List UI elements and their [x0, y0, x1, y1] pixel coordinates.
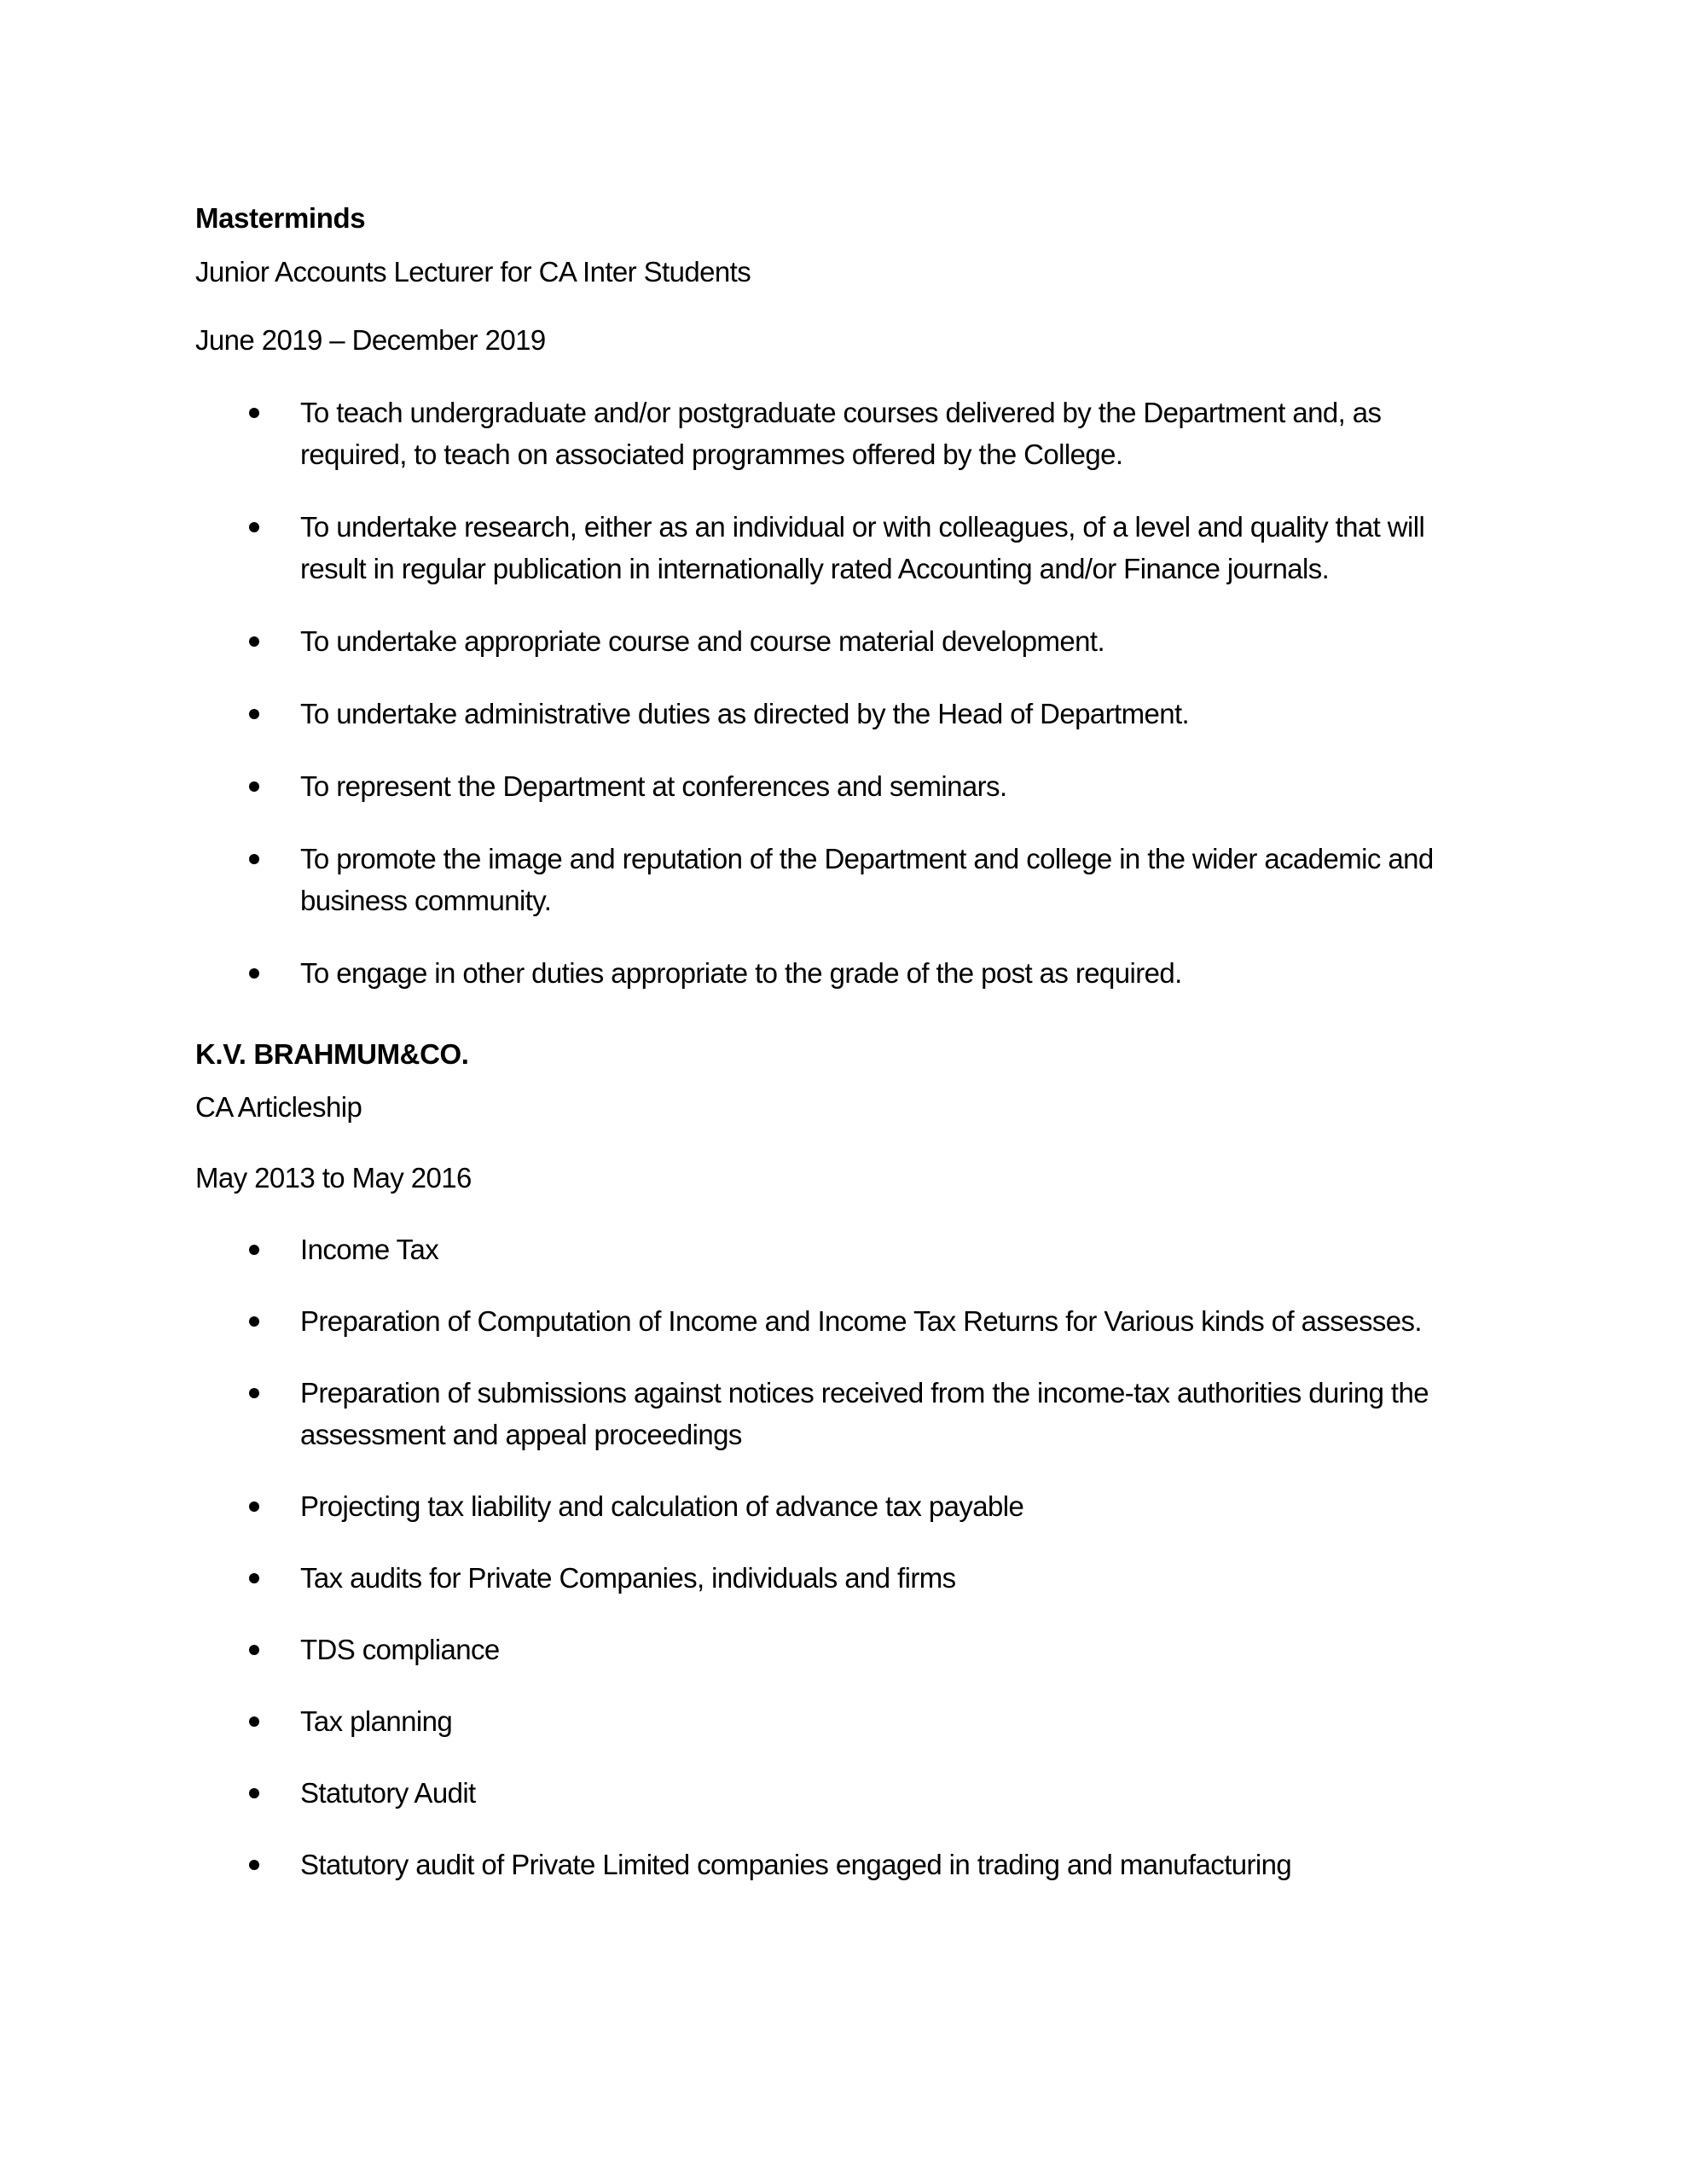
duty-text: Tax audits for Private Companies, individuals and firms	[300, 1562, 956, 1594]
experience-section-kv-brahmum	[195, 1033, 1475, 1885]
list-item	[195, 506, 1477, 590]
bullet-icon	[249, 709, 259, 719]
bullet-icon	[249, 854, 259, 864]
duty-text: To engage in other duties appropriate to the grade of the post as required.	[300, 957, 1182, 989]
duty-text: To promote the image and reputation of the Department and college in the wider academic and business community.	[300, 843, 1434, 916]
job-title: CA Articleship	[195, 1091, 362, 1123]
list-item	[195, 620, 1477, 662]
list-item	[195, 1557, 1477, 1599]
bullet-icon	[249, 1316, 259, 1327]
duty-text: To undertake appropriate course and course material development.	[300, 625, 1105, 657]
employment-dates: June 2019 – December 2019	[195, 324, 546, 356]
employment-dates: May 2013 to May 2016	[195, 1162, 472, 1194]
list-item	[195, 952, 1477, 994]
list-item	[195, 392, 1477, 475]
bullet-icon	[249, 1388, 259, 1398]
list-item	[195, 1629, 1477, 1670]
duty-text: To represent the Department at conferences and seminars.	[300, 770, 1007, 802]
bullet-icon	[249, 1573, 259, 1583]
bullet-icon	[249, 1645, 259, 1655]
list-item	[195, 1300, 1477, 1342]
bullet-icon	[249, 1860, 259, 1870]
duties-list	[195, 1228, 1475, 1885]
list-item	[195, 765, 1477, 807]
company-name: Masterminds	[195, 202, 366, 234]
duty-text: TDS compliance	[300, 1634, 500, 1665]
duty-text: Tax planning	[300, 1705, 453, 1737]
list-item	[195, 1700, 1477, 1742]
duties-list	[195, 392, 1475, 994]
duty-text: Preparation of submissions against notices received from the income-tax authorities during the assessment and appeal proceedings	[300, 1377, 1429, 1450]
job-title: Junior Accounts Lecturer for CA Inter Students	[195, 256, 751, 288]
bullet-icon	[249, 968, 259, 979]
duty-text: Projecting tax liability and calculation of advance tax payable	[300, 1490, 1024, 1522]
bullet-icon	[249, 1716, 259, 1727]
duty-text: Statutory audit of Private Limited companies engaged in trading and manufacturing	[300, 1849, 1292, 1880]
bullet-icon	[249, 1788, 259, 1798]
company-name: K.V. BRAHMUM&CO.	[195, 1038, 469, 1070]
bullet-icon	[249, 1245, 259, 1255]
duty-text: Income Tax	[300, 1234, 439, 1265]
list-item	[195, 1228, 1477, 1270]
list-item	[195, 693, 1477, 735]
list-item	[195, 1844, 1477, 1885]
list-item	[195, 838, 1477, 921]
bullet-icon	[249, 781, 259, 792]
bullet-icon	[249, 408, 259, 418]
duty-text: To undertake research, either as an individual or with colleagues, of a level and quality that will result in regular publication in internationally rated Accounting and/or Finance journals.	[300, 511, 1425, 584]
experience-section-masterminds	[195, 197, 1475, 994]
list-item	[195, 1372, 1477, 1455]
resume-page	[195, 197, 1475, 1885]
bullet-icon	[249, 522, 259, 532]
list-item	[195, 1485, 1477, 1527]
duty-text: To undertake administrative duties as directed by the Head of Department.	[300, 698, 1190, 729]
duty-text: Preparation of Computation of Income and Income Tax Returns for Various kinds of assesses.	[300, 1305, 1422, 1337]
list-item	[195, 1772, 1477, 1814]
bullet-icon	[249, 636, 259, 647]
bullet-icon	[249, 1502, 259, 1512]
duty-text: To teach undergraduate and/or postgraduate courses delivered by the Department and, as required, to teach on associated programmes offered by the College.	[300, 397, 1382, 470]
duty-text: Statutory Audit	[300, 1777, 476, 1809]
